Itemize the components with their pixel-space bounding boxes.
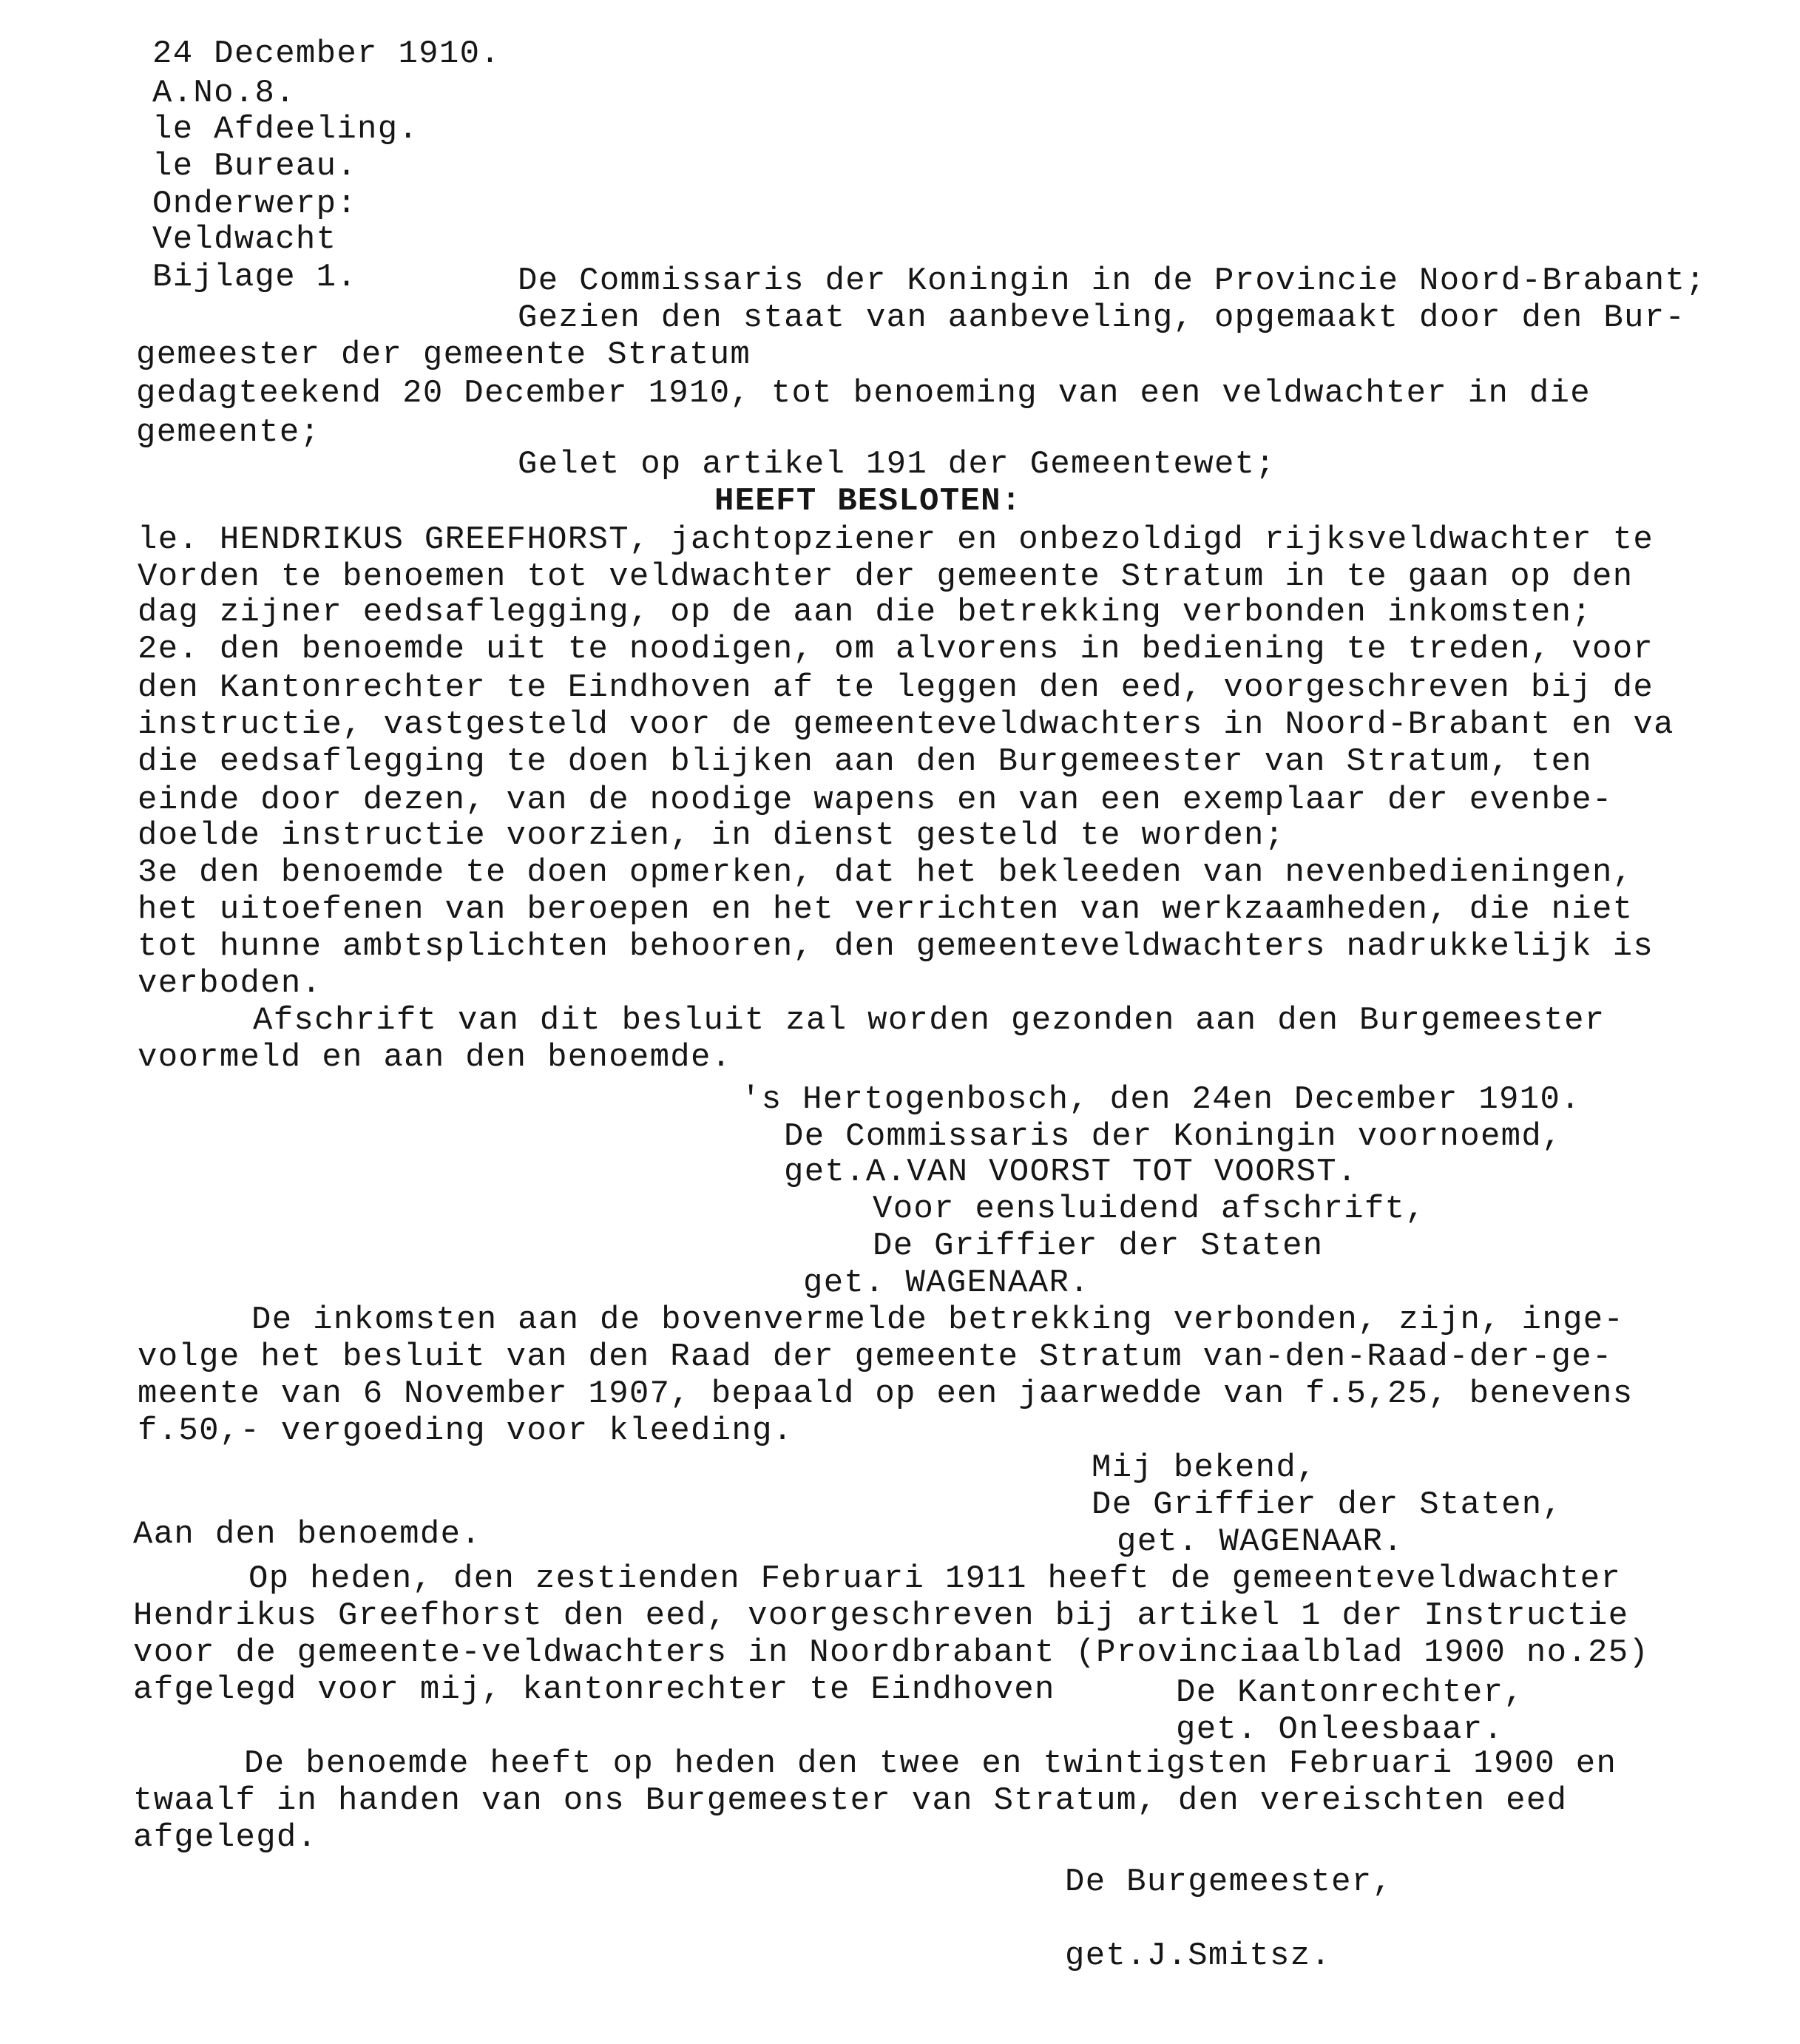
copy-note: Voor eensluidend afschrift,	[873, 1191, 1427, 1228]
article-2-line-1: 2e. den benoemde uit te noodigen, om alvorens in bediening te treden, voor	[138, 631, 1654, 668]
inkomsten-line-4: f.50,- vergoeding voor kleeding.	[138, 1412, 794, 1449]
article-3-line-3: tot hunne ambtsplichten behooren, den gemeenteveldwachters nadrukkelijk is	[138, 928, 1654, 965]
eed-line-2: Hendrikus Greefhorst den eed, voorgeschreven bij artikel 1 der Instructie	[133, 1597, 1629, 1634]
kantonrechter-signed: get. Onleesbaar.	[1176, 1711, 1504, 1748]
gelet: Gelet op artikel 191 der Gemeentewet;	[518, 446, 1276, 483]
letter-bureau: le Bureau.	[152, 148, 358, 185]
article-3-line-2: het uitoefenen van beroepen en het verrichten van werkzaamheden, die niet	[138, 891, 1634, 928]
article-2-line-4: die eedsaflegging te doen blijken aan den Burgemeester van Stratum, ten	[138, 743, 1593, 780]
burgemeester-role: De Burgemeester,	[1065, 1864, 1393, 1901]
article-2-line-6: doelde instructie voorzien, in dienst gesteld te worden;	[138, 817, 1285, 854]
article-3-line-1: 3e den benoemde te doen opmerken, dat het bekleeden van nevenbedieningen,	[138, 854, 1634, 891]
article-1-line-3: dag zijner eedsaflegging, op de aan die betrekking verbonden inkomsten;	[138, 594, 1593, 631]
griffier-signed-2: get. WAGENAAR.	[1117, 1523, 1404, 1560]
gezien-line-4: gemeente;	[136, 414, 321, 451]
inkomsten-line-1: De inkomsten aan de bovenvermelde betrekking verbonden, zijn, inge-	[251, 1302, 1625, 1339]
addressee: Aan den benoemde.	[133, 1516, 481, 1553]
inkomsten-line-2: volge het besluit van den Raad der gemeente Stratum van-den-Raad-der-ge-	[138, 1339, 1613, 1375]
article-2-line-3: instructie, vastgesteld voor de gemeenteveldwachters in Noord-Brabant en va	[138, 706, 1674, 743]
article-2-line-5: einde door dezen, van de noodige wapens en van een exemplaar der evenbe-	[138, 782, 1613, 819]
commissaris-role: De Commissaris der Koningin voornoemd,	[784, 1118, 1563, 1155]
griffier-role: De Griffier der Staten	[873, 1228, 1324, 1265]
eed-line-3: voor de gemeente-veldwachters in Noordbrabant (Provinciaalblad 1900 no.25)	[133, 1634, 1650, 1671]
kantonrechter-role: De Kantonrechter,	[1176, 1674, 1524, 1711]
letter-number: A.No.8.	[152, 75, 296, 112]
gezien-line-1: Gezien den staat van aanbeveling, opgemaakt door den Bur-	[518, 300, 1686, 336]
onderwerp-value: Veldwacht	[152, 221, 337, 258]
burgemeester-signed: get.J.Smitsz.	[1065, 1938, 1332, 1974]
gezien-line-2: gemeester der gemeente Stratum	[136, 336, 751, 373]
commissaris-signed: get.A.VAN VOORST TOT VOORST.	[784, 1154, 1358, 1191]
article-3-line-4: verboden.	[138, 965, 322, 1002]
article-2-line-2: den Kantonrechter te Eindhoven af te leggen den eed, voorgeschreven bij de	[138, 669, 1654, 706]
onderwerp-label: Onderwerp:	[152, 186, 358, 223]
heeft-besloten: HEEFT BESLOTEN:	[714, 483, 1022, 520]
afschrift-line-2: voormeld en aan den benoemde.	[138, 1039, 732, 1076]
place-date: 's Hertogenbosch, den 24en December 1910.	[741, 1081, 1581, 1118]
letter-date: 24 December 1910.	[152, 35, 501, 72]
bijlage: Bijlage 1.	[152, 259, 358, 296]
eed-line-4: afgelegd voor mij, kantonrechter te Eindhoven	[133, 1671, 1055, 1708]
inkomsten-line-3: meente van 6 November 1907, bepaald op een jaarwedde van f.5,25, benevens	[138, 1375, 1634, 1412]
griffier-role-2: De Griffier der Staten,	[1092, 1486, 1563, 1523]
article-1-line-1: le. HENDRIKUS GREEFHORST, jachtopziener en onbezoldigd rijksveldwachter te	[138, 521, 1654, 558]
griffier-signed: get. WAGENAAR.	[803, 1265, 1090, 1302]
mij-bekend: Mij bekend,	[1092, 1449, 1317, 1486]
burgemeester-line-2: twaalf in handen van ons Burgemeester van Stratum, den vereischten eed	[133, 1782, 1568, 1819]
burgemeester-line-1: De benoemde heeft op heden den twee en twintigsten Februari 1900 en	[244, 1745, 1617, 1782]
addressor: De Commissaris der Koningin in de Provincie Noord-Brabant;	[518, 263, 1706, 300]
afschrift-line-1: Afschrift van dit besluit zal worden gezonden aan den Burgemeester	[253, 1002, 1606, 1039]
burgemeester-line-3: afgelegd.	[133, 1819, 318, 1856]
gezien-line-3: gedagteekend 20 December 1910, tot benoeming van een veldwachter in die	[136, 375, 1591, 412]
eed-line-1: Op heden, den zestienden Februari 1911 heeft de gemeenteveldwachter	[248, 1560, 1622, 1597]
article-1-line-2: Vorden te benoemen tot veldwachter der gemeente Stratum in te gaan op den	[138, 558, 1634, 595]
letter-afdeeling: le Afdeeling.	[152, 111, 419, 148]
